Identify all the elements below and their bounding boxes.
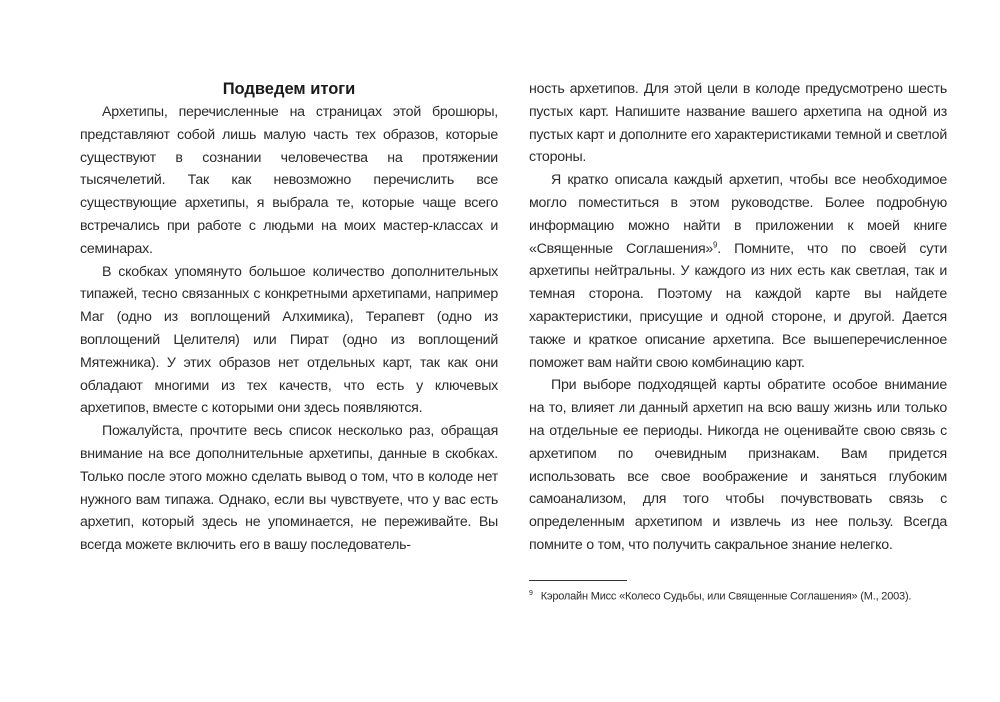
- paragraph-text: Я кратко описала каждый архетип, чтобы все необходимое могло поместиться в этом руководстве. Более подробную информацию можно найти в приложении к моей книге «Священные Соглашения»: [529, 172, 947, 257]
- left-column: [80, 78, 498, 557]
- footnote-reference[interactable]: 9: [713, 239, 718, 249]
- paragraph: При выборе подходящей карты обратите особое внимание на то, влияет ли данный архетип на всю вашу жизнь или только на отдельные ее периоды. Никогда не оценивайте свою связь с архетипом по очевидным признакам. Вам придется использовать все свое воображение и заняться глубоким самоанализом, для того чтобы почувствовать связь с определенным архетипом и извлечь из нее пользу. Всегда помните о том, что получить сакральное знание нелегко.: [529, 377, 947, 553]
- paragraph-text: . Помните, что по своей сути архетипы нейтральны. У каждого из них есть как светлая, так и темная сторона. Поэтому на каждой карте вы найдете характеристики, присущие и одной стороне, и другой. Дается также и краткое описание архетипа. Все вышеперечисленное поможет вам найти свою комбинацию карт.: [529, 240, 947, 371]
- paragraph: Пожалуйста, прочтите весь список несколько раз, обращая внимание на все дополнительные архетипы, данные в скобках. Только после этого можно сделать вывод о том, что в колоде нет нужного вам типажа. Однако, если вы чувствуете, что у вас есть архетип, который здесь не упоминается, не переживайте. Вы всегда можете включить его в вашу последователь-: [80, 423, 498, 554]
- right-column: [529, 78, 947, 557]
- paragraph: Архетипы, перечисленные на страницах этой брошюры, представляют собой лишь малую часть тех образов, которые существуют в сознании человечества на протяжении тысячелетий. Так как невозможно перечислить все существующие архетипы, я выбрала те, которые чаще всего встречались при работе с людьми на моих мастер-классах и семинарах.: [80, 104, 498, 257]
- paragraph-continuation: ность архетипов. Для этой цели в колоде предусмотрено шесть пустых карт. Напишите название вашего архетипа на одной из пустых карт и дополните его характеристиками темной и светлой стороны.: [529, 81, 947, 166]
- section-heading: Подведем итоги: [222, 80, 356, 98]
- footnote-number: 9: [529, 590, 533, 597]
- footnote-text: Кэролайн Мисс «Колесо Судьбы, или Священные Соглашения» (М., 2003).: [540, 590, 912, 603]
- paragraph-with-footnote: [529, 169, 947, 374]
- footnote: [529, 587, 949, 604]
- footnote-divider: [529, 580, 627, 581]
- paragraph: В скобках упомянуто большое количество дополнительных типажей, тесно связанных с конкретными архетипами, например Маг (одно из воплощений Алхимика), Терапевт (одно из воплощений Целителя) или Пират (одно из воплощений Мятежника). У этих образов нет отдельных карт, так как они обладают многими из тех качеств, что есть у ключевых архетипов, вместе с которыми они здесь появляются.: [80, 263, 498, 417]
